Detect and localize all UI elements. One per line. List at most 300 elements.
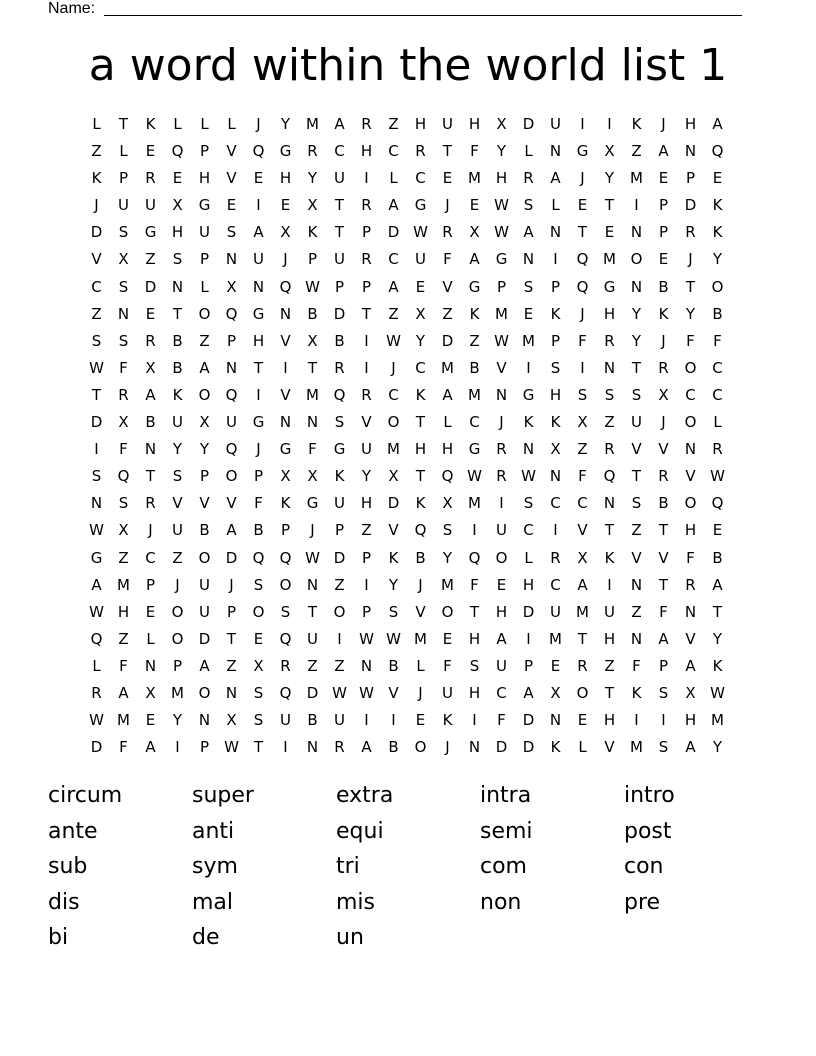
grid-letter[interactable]: I [364,331,369,350]
grid-letter[interactable]: T [91,385,102,404]
grid-letter[interactable]: R [361,115,372,133]
grid-letter[interactable]: E [604,223,615,242]
grid-letter[interactable]: L [92,115,101,133]
grid-letter[interactable]: N [684,142,697,161]
grid-letter[interactable]: Y [685,304,696,323]
grid-letter[interactable]: X [685,683,696,702]
grid-letter[interactable]: B [469,358,480,377]
grid-letter[interactable]: W [467,467,482,486]
grid-letter[interactable]: P [496,277,507,296]
grid-letter[interactable]: E [145,711,156,730]
grid-letter[interactable]: T [415,467,426,486]
grid-letter[interactable]: G [495,250,508,269]
grid-letter[interactable]: L [524,548,533,567]
grid-letter[interactable]: C [712,385,723,404]
grid-letter[interactable]: P [523,656,534,675]
grid-letter[interactable]: P [334,277,345,296]
grid-letter[interactable]: T [145,467,156,486]
grid-letter[interactable]: X [307,467,318,486]
grid-letter[interactable]: D [90,413,103,432]
grid-letter[interactable]: O [225,467,238,486]
grid-letter[interactable]: Q [279,629,292,648]
grid-letter[interactable]: W [89,358,104,377]
grid-letter[interactable]: K [334,467,345,486]
grid-letter[interactable]: F [254,494,263,513]
grid-letter[interactable]: A [199,656,210,675]
grid-letter[interactable]: J [688,250,693,269]
grid-letter[interactable]: A [712,575,723,594]
grid-letter[interactable]: Z [118,629,129,648]
grid-letter[interactable]: H [495,602,508,621]
grid-letter[interactable]: F [470,575,479,594]
grid-letter[interactable]: I [337,629,342,648]
grid-letter[interactable]: N [306,738,319,757]
grid-letter[interactable]: W [359,629,374,648]
grid-letter[interactable]: P [307,250,318,269]
grid-letter[interactable]: V [361,413,372,432]
grid-letter[interactable]: D [387,223,400,242]
grid-letter[interactable]: S [631,385,642,404]
grid-letter[interactable]: L [146,629,155,648]
grid-letter[interactable]: P [118,169,129,188]
grid-letter[interactable]: C [415,358,426,377]
grid-letter[interactable]: U [496,656,507,675]
grid-letter[interactable]: Z [91,142,102,161]
grid-letter[interactable]: E [172,169,183,188]
grid-letter[interactable]: T [469,602,480,621]
name-line[interactable] [104,15,742,16]
grid-letter[interactable]: S [550,358,561,377]
grid-letter[interactable]: S [118,223,129,242]
grid-letter[interactable]: N [144,656,157,675]
grid-letter[interactable]: V [91,250,102,269]
grid-letter[interactable]: T [577,629,588,648]
grid-letter[interactable]: R [118,385,129,404]
grid-letter[interactable]: E [442,169,453,188]
grid-letter[interactable]: O [198,548,211,567]
grid-letter[interactable]: R [604,331,615,350]
grid-letter[interactable]: H [522,575,535,594]
grid-letter[interactable]: J [418,575,423,594]
grid-letter[interactable]: H [252,331,265,350]
grid-letter[interactable]: X [658,385,669,404]
grid-letter[interactable]: T [604,683,615,702]
grid-letter[interactable]: T [442,142,453,161]
grid-letter[interactable]: K [712,223,723,242]
grid-letter[interactable]: H [684,521,697,540]
grid-letter[interactable]: M [630,738,643,757]
grid-letter[interactable]: N [549,467,562,486]
grid-letter[interactable]: B [388,738,399,757]
grid-letter[interactable]: Y [172,440,183,459]
grid-letter[interactable]: L [227,115,236,133]
grid-letter[interactable]: Y [631,304,642,323]
grid-letter[interactable]: Z [226,656,237,675]
grid-letter[interactable]: N [252,277,265,296]
grid-letter[interactable]: O [279,575,292,594]
grid-letter[interactable]: X [118,413,129,432]
grid-letter[interactable]: U [307,629,318,648]
grid-letter[interactable]: D [333,548,346,567]
grid-letter[interactable]: K [442,711,453,730]
grid-letter[interactable]: J [418,683,423,702]
grid-letter[interactable]: R [145,331,156,350]
grid-letter[interactable]: N [225,250,238,269]
grid-letter[interactable]: W [89,521,104,540]
grid-letter[interactable]: P [280,521,291,540]
grid-letter[interactable]: S [469,656,480,675]
grid-letter[interactable]: N [549,142,562,161]
grid-letter[interactable]: Y [415,331,426,350]
grid-letter[interactable]: N [279,304,292,323]
grid-letter[interactable]: T [253,358,264,377]
grid-letter[interactable]: O [495,548,508,567]
grid-letter[interactable]: K [469,304,480,323]
grid-letter[interactable]: V [388,683,399,702]
grid-letter[interactable]: C [685,385,696,404]
grid-letter[interactable]: K [631,683,642,702]
grid-letter[interactable]: A [523,683,534,702]
grid-letter[interactable]: P [199,467,210,486]
grid-letter[interactable]: H [603,711,616,730]
grid-letter[interactable]: W [521,467,536,486]
grid-letter[interactable]: C [577,494,588,513]
grid-letter[interactable]: U [199,223,210,242]
grid-letter[interactable]: U [415,250,426,269]
grid-letter[interactable]: Q [711,494,724,513]
grid-letter[interactable]: F [443,656,452,675]
grid-letter[interactable]: L [578,738,587,757]
grid-letter[interactable]: M [306,385,319,404]
grid-letter[interactable]: X [199,413,210,432]
grid-letter[interactable]: U [361,440,372,459]
grid-letter[interactable]: O [198,385,211,404]
grid-letter[interactable]: Z [388,115,399,133]
grid-letter[interactable]: B [253,521,264,540]
grid-letter[interactable]: U [199,575,210,594]
grid-letter[interactable]: O [711,277,724,296]
grid-letter[interactable]: F [578,331,587,350]
grid-letter[interactable]: O [252,602,265,621]
grid-letter[interactable]: Q [90,629,103,648]
grid-letter[interactable]: L [92,656,101,675]
grid-letter[interactable]: G [333,440,346,459]
grid-letter[interactable]: C [91,277,102,296]
grid-letter[interactable]: A [550,169,561,188]
grid-letter[interactable]: F [119,440,128,459]
grid-letter[interactable]: T [604,521,615,540]
grid-letter[interactable]: Y [361,467,372,486]
grid-letter[interactable]: T [307,602,318,621]
grid-letter[interactable]: P [361,602,372,621]
grid-letter[interactable]: Y [172,711,183,730]
grid-letter[interactable]: V [631,440,642,459]
grid-letter[interactable]: L [389,169,398,188]
grid-letter[interactable]: P [172,656,183,675]
grid-letter[interactable]: K [658,304,669,323]
grid-letter[interactable]: B [712,304,723,323]
grid-letter[interactable]: P [658,223,669,242]
grid-letter[interactable]: E [253,629,264,648]
grid-letter[interactable]: W [305,548,320,567]
grid-letter[interactable]: P [199,738,210,757]
grid-letter[interactable]: X [550,683,561,702]
grid-letter[interactable]: W [89,711,104,730]
grid-letter[interactable]: X [307,331,318,350]
grid-letter[interactable]: U [631,413,642,432]
grid-letter[interactable]: W [494,196,509,215]
grid-letter[interactable]: I [553,521,558,540]
grid-letter[interactable]: W [332,683,347,702]
grid-letter[interactable]: A [442,385,453,404]
grid-letter[interactable]: I [364,169,369,188]
grid-letter[interactable]: X [469,223,480,242]
grid-letter[interactable]: B [172,331,183,350]
grid-letter[interactable]: I [499,494,504,513]
grid-letter[interactable]: X [253,656,264,675]
grid-letter[interactable]: C [388,250,399,269]
grid-letter[interactable]: T [712,602,723,621]
grid-letter[interactable]: A [658,629,669,648]
grid-letter[interactable]: I [661,711,666,730]
grid-letter[interactable]: A [253,223,264,242]
grid-letter[interactable]: H [468,683,481,702]
grid-letter[interactable]: T [172,304,183,323]
grid-letter[interactable]: C [388,142,399,161]
grid-letter[interactable]: T [631,467,642,486]
grid-letter[interactable]: U [496,521,507,540]
grid-letter[interactable]: O [171,602,184,621]
grid-letter[interactable]: A [226,521,237,540]
grid-letter[interactable]: U [442,683,453,702]
grid-letter[interactable]: T [658,575,669,594]
grid-letter[interactable]: X [604,142,615,161]
grid-letter[interactable]: R [361,385,372,404]
grid-letter[interactable]: P [226,602,237,621]
grid-letter[interactable]: F [686,331,695,350]
grid-letter[interactable]: N [684,602,697,621]
grid-letter[interactable]: J [256,115,261,133]
grid-letter[interactable]: M [576,602,589,621]
grid-letter[interactable]: U [145,196,156,215]
grid-letter[interactable]: N [360,656,373,675]
grid-letter[interactable]: G [252,413,265,432]
grid-letter[interactable]: Q [252,142,265,161]
grid-letter[interactable]: U [550,602,561,621]
grid-letter[interactable]: P [361,277,372,296]
grid-letter[interactable]: G [468,277,481,296]
grid-letter[interactable]: R [685,575,696,594]
grid-letter[interactable]: G [522,385,535,404]
grid-letter[interactable]: Z [388,304,399,323]
grid-letter[interactable]: D [225,548,238,567]
grid-letter[interactable]: T [226,629,237,648]
grid-letter[interactable]: W [494,223,509,242]
grid-letter[interactable]: W [710,467,725,486]
grid-letter[interactable]: W [305,277,320,296]
grid-letter[interactable]: Q [441,467,454,486]
grid-letter[interactable]: V [442,277,453,296]
grid-letter[interactable]: J [391,358,396,377]
grid-letter[interactable]: S [172,467,183,486]
grid-letter[interactable]: X [145,683,156,702]
grid-letter[interactable]: F [119,738,128,757]
grid-letter[interactable]: X [496,115,507,133]
grid-letter[interactable]: H [684,115,697,133]
grid-letter[interactable]: U [604,602,615,621]
grid-letter[interactable]: K [550,413,561,432]
grid-letter[interactable]: V [199,494,210,513]
grid-letter[interactable]: E [226,196,237,215]
grid-letter[interactable]: K [91,169,102,188]
grid-letter[interactable]: S [280,602,291,621]
grid-letter[interactable]: J [310,521,315,540]
grid-letter[interactable]: X [172,196,183,215]
grid-letter[interactable]: X [307,196,318,215]
grid-letter[interactable]: D [441,331,454,350]
grid-letter[interactable]: K [145,115,156,133]
grid-letter[interactable]: R [658,467,669,486]
grid-letter[interactable]: R [658,358,669,377]
grid-letter[interactable]: T [361,304,372,323]
grid-letter[interactable]: J [661,115,666,133]
grid-letter[interactable]: Y [307,169,318,188]
grid-letter[interactable]: K [550,738,561,757]
grid-letter[interactable]: J [661,331,666,350]
grid-letter[interactable]: N [117,304,130,323]
grid-letter[interactable]: I [283,358,288,377]
grid-letter[interactable]: P [334,521,345,540]
grid-letter[interactable]: N [198,711,211,730]
grid-letter[interactable]: L [416,656,425,675]
grid-letter[interactable]: D [198,629,211,648]
grid-letter[interactable]: F [686,548,695,567]
grid-letter[interactable]: I [634,196,639,215]
grid-letter[interactable]: S [334,413,345,432]
grid-letter[interactable]: P [361,548,372,567]
grid-letter[interactable]: S [442,521,453,540]
grid-letter[interactable]: U [280,711,291,730]
grid-letter[interactable]: N [549,223,562,242]
grid-letter[interactable]: Y [442,548,453,567]
grid-letter[interactable]: V [658,548,669,567]
grid-letter[interactable]: N [225,683,238,702]
grid-letter[interactable]: R [280,656,291,675]
grid-letter[interactable]: D [144,277,157,296]
grid-letter[interactable]: Y [631,331,642,350]
grid-letter[interactable]: K [415,385,426,404]
grid-letter[interactable]: D [495,738,508,757]
grid-letter[interactable]: G [144,223,157,242]
grid-letter[interactable]: N [171,277,184,296]
grid-letter[interactable]: Q [414,521,427,540]
grid-letter[interactable]: E [469,196,480,215]
grid-letter[interactable]: C [334,142,345,161]
grid-letter[interactable]: N [495,385,508,404]
grid-letter[interactable]: Q [171,142,184,161]
grid-letter[interactable]: S [523,196,534,215]
grid-letter[interactable]: C [712,358,723,377]
grid-letter[interactable]: P [685,169,696,188]
grid-letter[interactable]: J [148,521,153,540]
grid-letter[interactable]: D [522,711,535,730]
grid-letter[interactable]: J [580,169,585,188]
grid-letter[interactable]: A [658,142,669,161]
grid-letter[interactable]: X [145,358,156,377]
grid-letter[interactable]: N [549,711,562,730]
grid-letter[interactable]: H [171,223,184,242]
grid-letter[interactable]: S [658,683,669,702]
grid-letter[interactable]: D [684,196,697,215]
grid-letter[interactable]: Q [225,440,238,459]
grid-letter[interactable]: B [388,656,399,675]
grid-letter[interactable]: X [280,467,291,486]
grid-letter[interactable]: M [603,250,616,269]
grid-letter[interactable]: U [253,250,264,269]
grid-letter[interactable]: I [391,711,396,730]
grid-letter[interactable]: W [89,602,104,621]
grid-letter[interactable]: V [226,142,237,161]
grid-letter[interactable]: O [684,413,697,432]
grid-letter[interactable]: M [306,115,319,133]
grid-letter[interactable]: V [658,440,669,459]
grid-letter[interactable]: C [523,521,534,540]
grid-letter[interactable]: U [334,711,345,730]
grid-letter[interactable]: H [360,494,373,513]
grid-letter[interactable]: O [684,358,697,377]
grid-letter[interactable]: N [630,629,643,648]
grid-letter[interactable]: A [712,115,723,133]
grid-letter[interactable]: M [468,169,481,188]
grid-letter[interactable]: I [364,575,369,594]
grid-letter[interactable]: M [414,629,427,648]
grid-letter[interactable]: C [496,683,507,702]
grid-letter[interactable]: N [630,277,643,296]
grid-letter[interactable]: C [415,169,426,188]
grid-letter[interactable]: R [604,440,615,459]
grid-letter[interactable]: K [307,223,318,242]
grid-letter[interactable]: Z [631,142,642,161]
grid-letter[interactable]: B [334,331,345,350]
grid-letter[interactable]: O [171,629,184,648]
grid-letter[interactable]: F [119,656,128,675]
grid-letter[interactable]: X [388,467,399,486]
grid-letter[interactable]: Q [711,142,724,161]
grid-letter[interactable]: A [361,738,372,757]
grid-letter[interactable]: W [224,738,239,757]
grid-letter[interactable]: V [415,602,426,621]
grid-letter[interactable]: I [94,440,99,459]
grid-letter[interactable]: P [550,277,561,296]
grid-letter[interactable]: U [172,413,183,432]
grid-letter[interactable]: Y [712,738,723,757]
grid-letter[interactable]: N [306,575,319,594]
grid-letter[interactable]: F [308,440,317,459]
grid-letter[interactable]: I [472,711,477,730]
grid-letter[interactable]: M [468,494,481,513]
grid-letter[interactable]: N [468,738,481,757]
grid-letter[interactable]: S [523,277,534,296]
grid-letter[interactable]: Z [91,304,102,323]
grid-letter[interactable]: Q [603,467,616,486]
grid-letter[interactable]: F [497,711,506,730]
grid-letter[interactable]: Z [118,548,129,567]
grid-letter[interactable]: Q [576,250,589,269]
grid-letter[interactable]: P [658,656,669,675]
grid-letter[interactable]: C [550,494,561,513]
grid-letter[interactable]: M [117,575,130,594]
grid-letter[interactable]: E [658,250,669,269]
